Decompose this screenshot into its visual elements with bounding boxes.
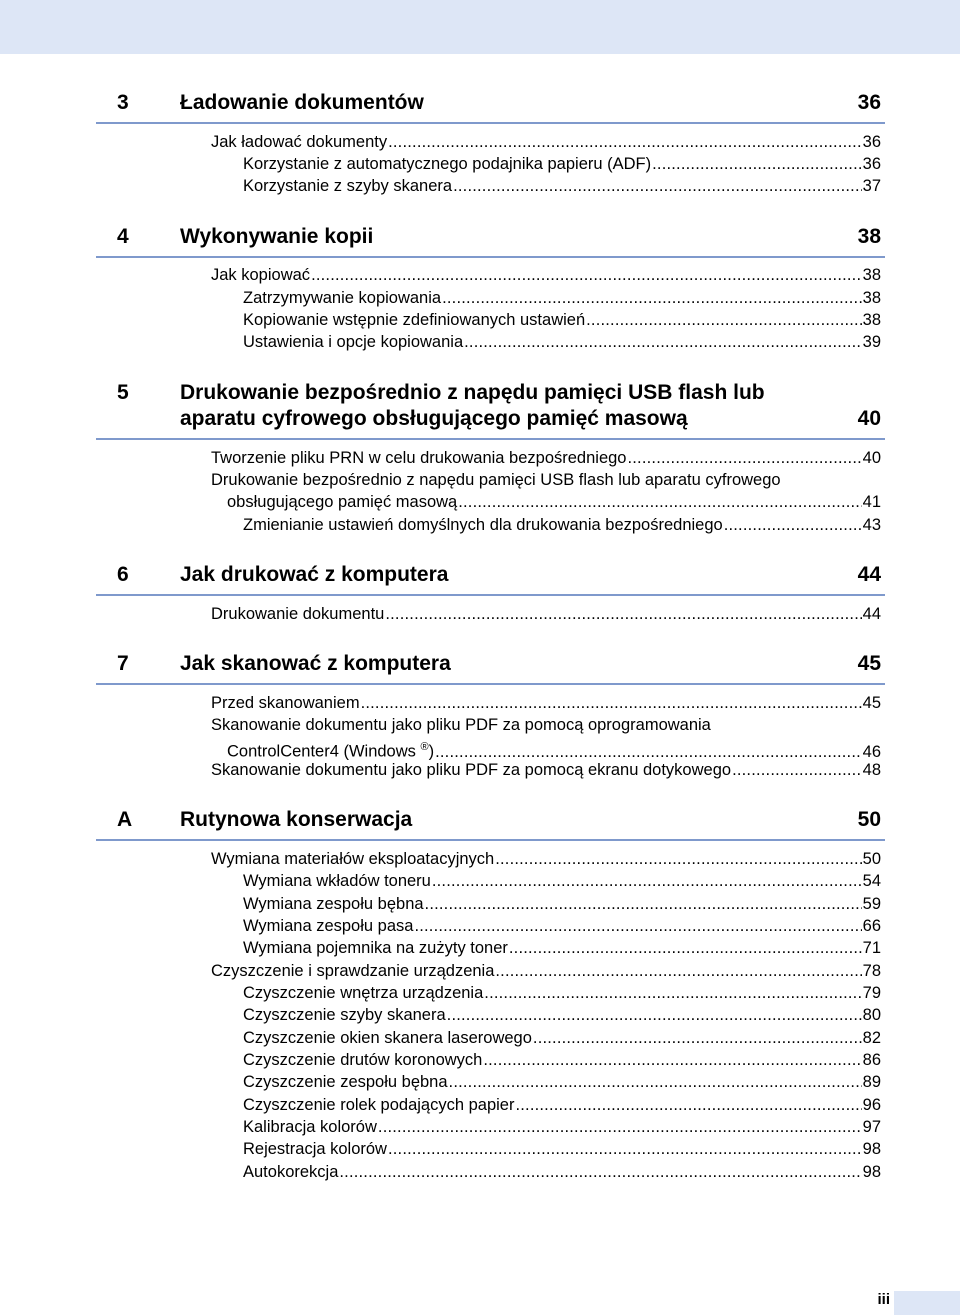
toc-entry[interactable]: Czyszczenie okien skanera laserowego ..... 82: [243, 1027, 881, 1049]
leader-dots: [425, 893, 862, 915]
chapter-title: Ładowanie dokumentów: [180, 91, 424, 114]
leader-dots: [495, 848, 861, 870]
chapter-heading[interactable]: [96, 90, 885, 124]
leader-dots: [586, 309, 862, 331]
leader-dots: [311, 264, 862, 286]
toc-entry[interactable]: Korzystanie z szyby skanera ..... 37: [243, 175, 881, 197]
toc-entry[interactable]: Jak kopiować ..... 38: [211, 264, 881, 286]
leader-dots: [484, 982, 861, 1004]
toc-entry[interactable]: Jak ładować dokumenty ..... 36: [211, 131, 881, 153]
leader-dots: [442, 287, 862, 309]
toc-entry[interactable]: Czyszczenie drutów koronowych ..... 86: [243, 1049, 881, 1071]
chapter-number: 5: [117, 381, 129, 404]
toc-entry[interactable]: Zatrzymywanie kopiowania ..... 38: [243, 287, 881, 309]
toc-entry[interactable]: Wymiana zespołu pasa ..... 66: [243, 915, 881, 937]
toc-entry[interactable]: Korzystanie z automatycznego podajnika papieru (ADF) ..... 36: [243, 153, 881, 175]
chapter-number: 3: [117, 91, 129, 114]
leader-dots: [483, 1049, 861, 1071]
leader-dots: [378, 1116, 862, 1138]
chapter-heading[interactable]: [96, 562, 885, 596]
chapter-page: 45: [857, 652, 881, 675]
toc-entry[interactable]: Kopiowanie wstępnie zdefiniowanych ustawień ..... 38: [243, 309, 881, 331]
toc-entry[interactable]: Wymiana zespołu bębna ..... 59: [243, 893, 881, 915]
toc-entry[interactable]: Wymiana pojemnika na zużyty toner ..... 71: [243, 937, 881, 959]
toc-entry[interactable]: Autokorekcja ..... 98: [243, 1161, 881, 1183]
leader-dots: [388, 1138, 862, 1160]
toc-entry[interactable]: Zmienianie ustawień domyślnych dla drukowania bezpośredniego ..... 43: [243, 514, 881, 536]
leader-dots: [385, 603, 861, 625]
leader-dots: [515, 1094, 861, 1116]
footer-page-number: iii: [877, 1291, 890, 1308]
toc-entry[interactable]: Kalibracja kolorów ..... 97: [243, 1116, 881, 1138]
leader-dots: [458, 491, 861, 513]
chapter-title: Wykonywanie kopii: [180, 225, 374, 248]
leader-dots: [509, 937, 862, 959]
leader-dots: [339, 1161, 861, 1183]
chapter-number: 7: [117, 652, 129, 675]
chapter-number: 4: [117, 225, 129, 248]
toc-entry[interactable]: Czyszczenie wnętrza urządzenia ..... 79: [243, 982, 881, 1004]
chapter-title: Rutynowa konserwacja: [180, 808, 413, 831]
toc-entry[interactable]: Drukowanie dokumentu ..... 44: [211, 603, 881, 625]
leader-dots: [361, 692, 862, 714]
leader-dots: [464, 331, 862, 353]
footer-band: [894, 1291, 960, 1315]
toc-entry[interactable]: Skanowanie dokumentu jako pliku PDF za pomocą oprogramowania ControlCenter4 (Windows ®) ..... 46: [211, 714, 881, 763]
toc-entry[interactable]: Drukowanie bezpośrednio z napędu pamięci USB flash lub aparatu cyfrowego obsługującego pamięć masową ..... 41: [211, 469, 881, 513]
chapter-heading[interactable]: [96, 651, 885, 685]
chapter-page: 44: [857, 563, 881, 586]
toc-entry[interactable]: Ustawienia i opcje kopiowania ..... 39: [243, 331, 881, 353]
leader-dots: [533, 1027, 862, 1049]
toc-entry[interactable]: Czyszczenie zespołu bębna ..... 89: [243, 1071, 881, 1093]
leader-dots: [652, 153, 862, 175]
toc-entry[interactable]: Skanowanie dokumentu jako pliku PDF za pomocą ekranu dotykowego ..... 48: [211, 759, 881, 781]
leader-dots: [732, 759, 862, 781]
leader-dots: [388, 131, 862, 153]
toc-entry[interactable]: Wymiana wkładów toneru ..... 54: [243, 870, 881, 892]
toc-entry[interactable]: Wymiana materiałów eksploatacyjnych ..... 50: [211, 848, 881, 870]
leader-dots: [627, 447, 861, 469]
chapter-number: A: [117, 808, 133, 831]
chapter-title: Jak skanować z komputera: [180, 652, 451, 675]
leader-dots: [724, 514, 862, 536]
toc-entry[interactable]: Czyszczenie rolek podających papier ..... 96: [243, 1094, 881, 1116]
toc-entry[interactable]: Czyszczenie i sprawdzanie urządzenia ..... 78: [211, 960, 881, 982]
chapter-heading[interactable]: [96, 807, 885, 841]
chapter-title-line1: Drukowanie bezpośrednio z napędu pamięci USB flash lub: [180, 381, 765, 404]
chapter-title: Jak drukować z komputera: [180, 563, 449, 586]
leader-dots: [432, 870, 862, 892]
leader-dots: [495, 960, 861, 982]
toc-entry[interactable]: Rejestracja kolorów ..... 98: [243, 1138, 881, 1160]
toc-entry[interactable]: Przed skanowaniem ..... 45: [211, 692, 881, 714]
registered-mark: ®: [420, 741, 429, 753]
chapter-heading[interactable]: [96, 380, 885, 440]
leader-dots: [449, 1071, 862, 1093]
leader-dots: [414, 915, 861, 937]
chapter-title-line2: aparatu cyfrowego obsługującego pamięć masową: [180, 407, 688, 430]
chapter-page: 36: [857, 91, 881, 114]
chapter-number: 6: [117, 563, 129, 586]
leader-dots: [453, 175, 862, 197]
chapter-page: 50: [857, 808, 881, 831]
chapter-heading[interactable]: [96, 224, 885, 258]
toc-entry[interactable]: Czyszczenie szyby skanera ..... 80: [243, 1004, 881, 1026]
chapter-page: 40: [857, 407, 881, 430]
leader-dots: [447, 1004, 862, 1026]
toc-entry[interactable]: Tworzenie pliku PRN w celu drukowania bezpośredniego ..... 40: [211, 447, 881, 469]
chapter-page: 38: [857, 225, 881, 248]
header-band: [0, 0, 960, 54]
